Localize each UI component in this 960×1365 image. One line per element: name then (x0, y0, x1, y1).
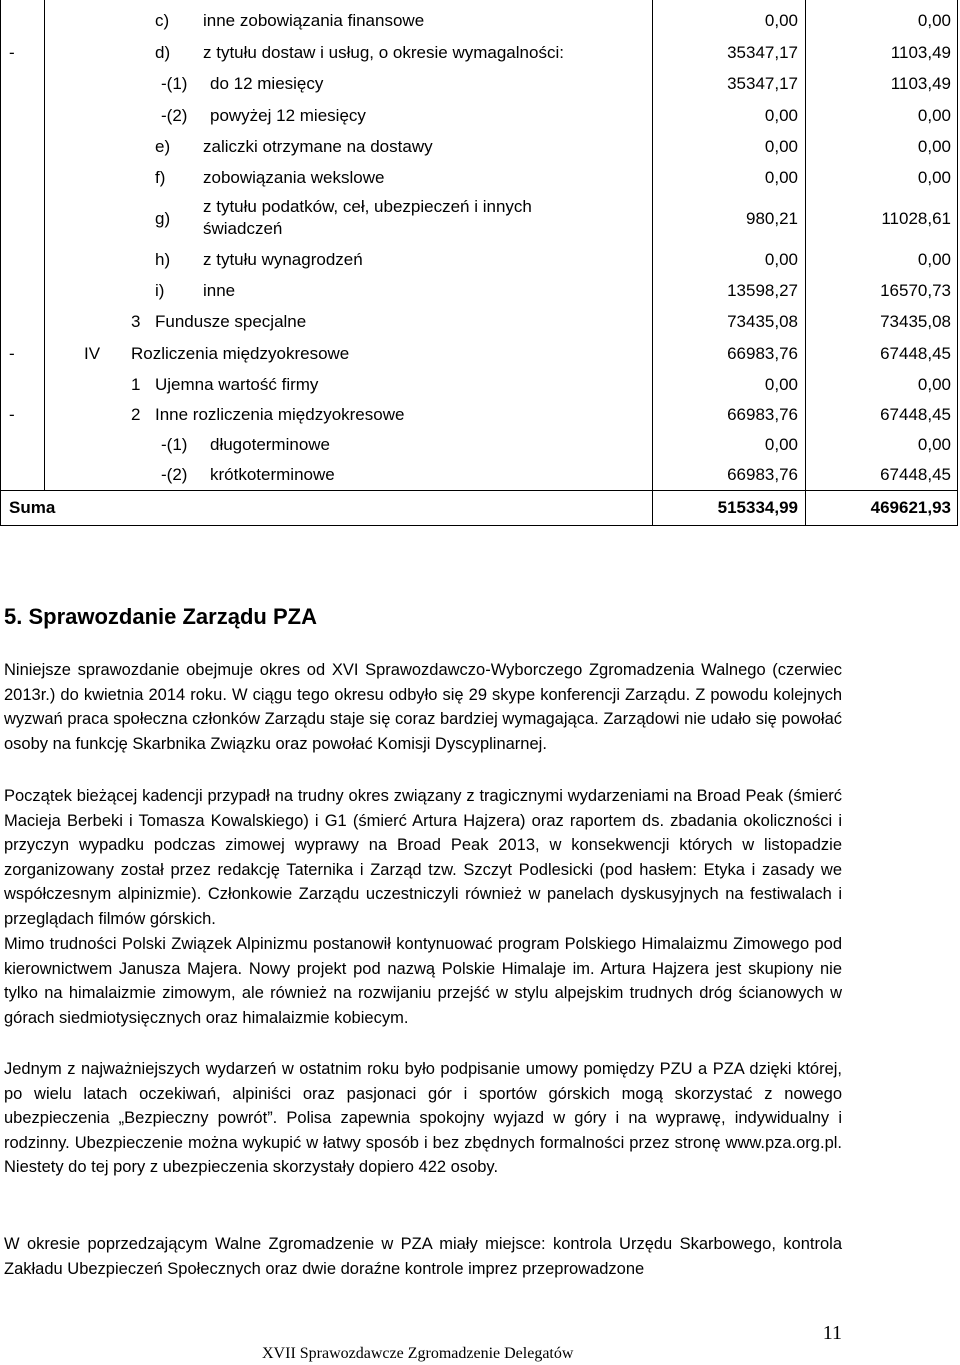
row-value-current: 66983,76 (727, 465, 798, 484)
row-label: do 12 miesięcy (210, 74, 324, 93)
row-value-current: 0,00 (764, 105, 798, 125)
row-letter: c) (155, 10, 170, 30)
paragraph-insurance: Jednym z najważniejszych wydarzeń w ostatnim roku było podpisanie umowy pomiędzy PZU a PZA dzięki której, po wielu latach oczekiwań, alpiniści oraz pasjonaci gór i sportów górskich mogą skorzystać z nowego ubezpieczenia „Bezpieczny powrót”. Polisa zapewnia spokojny wyjazd w góry i na wyprawę, indywidualny i rodzinny. Ubezpieczenie można wykupić w łatwy sposób i bez zbędnych formalności przez stronę www.pza.org.pl. Niestety do tej pory z ubezpieczenia skorzystały dopiero 422 osoby. (4, 1060, 842, 1176)
row-value-previous: 67448,45 (880, 343, 951, 363)
row-value-previous: 11028,61 (881, 208, 951, 228)
paragraph-audits: W okresie poprzedzającym Walne Zgromadzenie w PZA miały miejsce: kontrola Urzędu Skarbowego, kontrola Zakładu Ubezpieczeń Społecznych oraz dwie doraźne kontrole imprez przeprowadzone (4, 1235, 842, 1278)
row-value-current: 0,00 (764, 136, 798, 156)
row-label: Rozliczenia międzyokresowe (131, 343, 350, 363)
paragraph-himalaya-program: Mimo trudności Polski Związek Alpinizmu postanowił kontynuować program Polskiego Himalaizmu Zimowego pod kierownictwem Janusza Majera. Nowy projekt pod nazwą Polskie Himalaje im. Artura Hajzera jest skupiony nie tylko na himalaizmie zimowym, ale również na rozwijaniu przejść w stylu alpejskim trudnych dróg ścianowych w górach siedmiotysięcznych oraz himalaizmie kobiecym. (4, 935, 842, 1027)
row-value-current: 35347,17 (727, 74, 798, 93)
row-value-previous: 67448,45 (880, 465, 951, 484)
row-letter: d) (155, 42, 171, 62)
border-right (957, 0, 958, 526)
row-label: Ujemna wartość firmy (155, 374, 319, 394)
row-label: długoterminowe (210, 435, 331, 454)
row-letter: e) (155, 136, 171, 156)
row-value-current: 0,00 (764, 167, 798, 187)
row-letter: f) (155, 167, 166, 187)
border-left-sum (0, 490, 1, 526)
sum-label: Suma (9, 498, 56, 517)
border-sum-top (0, 490, 958, 491)
row-letter: -(2) (161, 465, 188, 484)
sum-value-current: 515334,99 (717, 498, 798, 517)
row-value-current: 66983,76 (727, 405, 798, 424)
row-label: z tytułu podatków, ceł, ubezpieczeń i innych (203, 197, 532, 216)
row-value-previous: 16570,73 (880, 280, 951, 300)
row-value-previous: 67448,45 (880, 405, 951, 424)
row-number: 1 (131, 374, 141, 394)
row-value-current: 980,21 (746, 208, 798, 228)
financial-table (0, 0, 960, 525)
row-letter: -(2) (161, 105, 188, 125)
paragraph-intro: Niniejsze sprawozdanie obejmuje okres od XVI Sprawozdawczo-Wyborczego Zgromadzenia Walnego (czerwiec 2013r.) do kwietnia 2014 roku. W ciągu tego okresu odbyło się 29 skype konferencji Zarządu. Z powodu kolejnych wyzwań praca społeczna członków Zarządu staje się coraz bardziej wymagająca. Zarządowi nie udało się powołać osoby na funkcję Skarbnika Związku oraz powołać Komisji Dyscyplinarnej. (4, 661, 842, 753)
row-value-previous: 0,00 (917, 374, 951, 394)
row-letter: g) (155, 208, 171, 228)
row-number: 3 (131, 312, 141, 331)
footer-text: XVII Sprawozdawcze Zgromadzenie Delegatów (262, 1345, 574, 1362)
row-value-current: 66983,76 (727, 343, 798, 363)
row-value-previous: 0,00 (917, 435, 951, 454)
row-letter: -(1) (161, 74, 188, 93)
page-number: 11 (822, 1322, 842, 1344)
row-label: Fundusze specjalne (155, 312, 307, 331)
row-label: krótkoterminowe (210, 465, 335, 484)
row-letter: i) (155, 280, 165, 300)
row-value-previous: 1103,49 (890, 74, 951, 93)
row-value-previous: 1103,49 (890, 42, 951, 62)
row-letter: h) (155, 249, 171, 269)
row-roman-numeral: IV (84, 343, 101, 363)
row-value-previous: 73435,08 (880, 312, 951, 331)
row-value-previous: 0,00 (917, 249, 951, 269)
border-column-divider (44, 0, 45, 490)
row-letter: -(1) (161, 435, 188, 454)
row-label: z tytułu wynagrodzeń (203, 249, 363, 269)
row-value-current: 0,00 (764, 374, 798, 394)
border-left-top (0, 0, 1, 490)
row-value-previous: 0,00 (917, 167, 951, 187)
row-value-previous: 0,00 (917, 10, 951, 30)
row-value-current: 0,00 (764, 10, 798, 30)
row-dash-marker: - (9, 42, 15, 62)
row-label: z tytułu dostaw i usług, o okresie wymagalności: (203, 42, 564, 62)
row-label: zaliczki otrzymane na dostawy (203, 136, 433, 156)
paragraph-term-start: Początek bieżącej kadencji przypadł na trudny okres związany z tragicznymi wydarzeniami na Broad Peak (śmierć Macieja Berbeki i Tomasza Kowalskiego) i G1 (śmierć Artura Hajzera) oraz raportem ds. zbadania okoliczności i przyczyn wypadku podczas zimowej wyprawy na Broad Peak 2013, w konsekwencji których w listopadzie zorganizowany został przez redakcję Taternika i Zarząd tzw. Szczyt Podlesicki (pod hasłem: Etyka i zasady we współczesnym alpinizmie). Członkowie Zarządu uczestniczyli również w panelach dyskusyjnych na festiwalach i przeglądach filmów górskich. (4, 787, 842, 928)
sum-value-previous: 469621,93 (870, 498, 951, 517)
row-value-current: 0,00 (764, 249, 798, 269)
row-value-previous: 0,00 (917, 105, 951, 125)
row-value-current: 13598,27 (727, 280, 798, 300)
row-label: zobowiązania wekslowe (203, 167, 385, 187)
row-label: powyżej 12 miesięcy (210, 105, 366, 125)
section-heading: 5. Sprawozdanie Zarządu PZA (4, 604, 317, 629)
row-dash-marker: - (9, 343, 15, 363)
row-dash-marker: - (9, 405, 15, 424)
row-number: 2 (131, 405, 141, 424)
row-value-current: 73435,08 (727, 312, 798, 331)
row-label: inne zobowiązania finansowe (203, 10, 425, 30)
border-column-value1 (652, 0, 653, 526)
row-value-current: 0,00 (764, 435, 798, 454)
border-column-value2 (805, 0, 806, 526)
row-label-continued: świadczeń (203, 219, 283, 238)
row-label: inne (203, 280, 236, 300)
row-label: Inne rozliczenia międzyokresowe (155, 405, 405, 424)
row-value-current: 35347,17 (727, 42, 798, 62)
border-sum-bottom (0, 525, 958, 526)
row-value-previous: 0,00 (917, 136, 951, 156)
